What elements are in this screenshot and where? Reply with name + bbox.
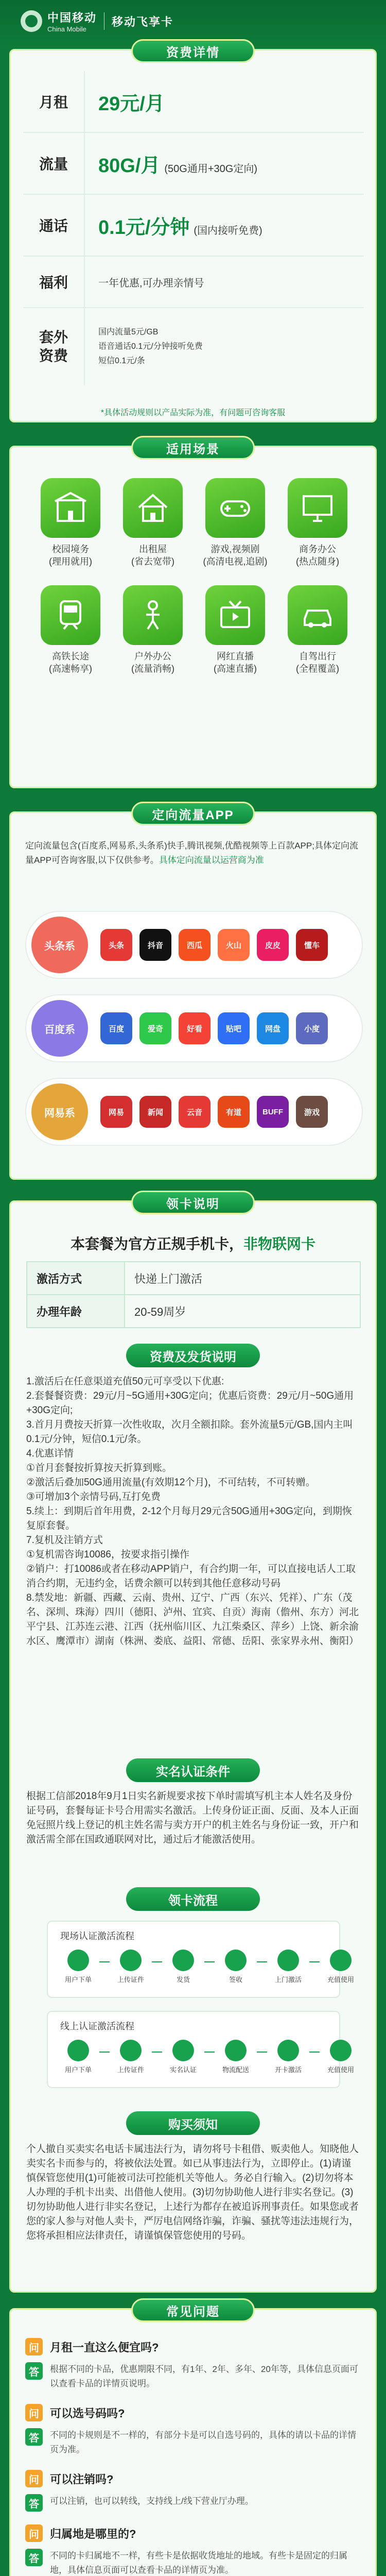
- huoshan-app-icon: 火山: [218, 929, 250, 961]
- arrow-icon: [152, 2052, 162, 2053]
- person-icon: [123, 585, 183, 645]
- scene-outdoor: 户外办公 (流量消畅): [112, 585, 194, 675]
- question-icon: 问: [25, 2338, 43, 2355]
- haokan-app-icon: 好看: [179, 1012, 210, 1044]
- game-app-icon: 游戏: [296, 1096, 328, 1128]
- cloudmusic-app-icon: 云音: [179, 1096, 210, 1128]
- baidu-app-icon: 百度: [100, 1012, 132, 1044]
- scene-rental: 出租屋 (省去宽带): [112, 478, 194, 568]
- claim-title: 领卡说明: [131, 1191, 255, 1214]
- brand-name-en: China Mobile: [47, 25, 86, 33]
- answer-icon: 答: [25, 2549, 43, 2566]
- arrow-icon: [99, 2052, 110, 2053]
- tariff-section: [9, 45, 377, 422]
- iqiyi-app-icon: 爱奇: [139, 1012, 171, 1044]
- tieba-app-icon: 贴吧: [218, 1012, 250, 1044]
- answer-icon: 答: [25, 2494, 43, 2512]
- apps-section: [9, 808, 377, 1180]
- table-row: 办理年龄 20-59周岁: [27, 1295, 360, 1328]
- faq-item: 问 月租一直这么便宜吗? 答 根据不同的卡品，优惠期限不同，有1年、2年、多年、20年等，具体信息页面可以查看卡品的详情页说明。: [25, 2335, 363, 2391]
- notice-title: 购买须知: [126, 2111, 260, 2135]
- scenes-title: 适用场景: [131, 436, 255, 460]
- receive-icon: [225, 1950, 247, 1971]
- arrow-icon: [309, 2052, 320, 2053]
- arrow-icon: [257, 1961, 267, 1962]
- train-icon: [41, 585, 100, 645]
- tariff-note: *具体活动规则以产品实际为准，有问题可咨询客服: [100, 409, 286, 417]
- arrow-icon: [204, 2052, 215, 2053]
- xiaodu-app-icon: 小度: [296, 1012, 328, 1044]
- car-icon: [288, 585, 347, 645]
- toutiao-app-icon: 头条: [100, 929, 132, 961]
- order-icon: [67, 2040, 89, 2061]
- question-icon: 问: [25, 2470, 43, 2487]
- arrow-icon: [204, 1961, 215, 1962]
- scene-business: 商务办公 (热点随身): [276, 478, 359, 568]
- tariff-row-benefit: 福利 一年优惠,可办理亲情号: [23, 257, 364, 308]
- card-slogan: 移动飞享卡: [112, 15, 174, 28]
- truck-icon: [225, 2040, 247, 2061]
- activate-icon: [277, 1950, 299, 1971]
- news-app-icon: 新闻: [139, 1096, 171, 1128]
- upload-icon: [120, 2040, 142, 2061]
- douyin-app-icon: 抖音: [139, 929, 171, 961]
- pipi-app-icon: 皮皮: [257, 929, 289, 961]
- fee-text: 1.激活后在任意渠道充值50元可享受以下优惠: 2.套餐餐资费：29元/月~5G通用+30G定向；优惠后资费：29元/月~50G通用+30G定向; 3.首月月费按天折算一次性收取，次月全额扣除。套外流量5元/GB,国内主叫0.1元/分钟，短信0.1元/条。 4.优惠详情 ①首月套餐按折算按天折算到账。 ②激活后叠加50G通用流量(有效期12个月)，不可结转，不可转赠。 ③可增加3个亲情号码,互打免费 5.续上：到期后首年用费，2-12个月每月29元含50G通用+30G定向，到期恢复原套餐。 7.复机及注销方式 ①复机需咨询10086，按要求指引操作 ②销户：打10086或者在移动APP销户，有合约期一年，可以直接电话人工取消合约期，无违约金，话费余额可以转到其他任意移动号码 8.禁发地：新疆、西藏、云南、贵州、辽宁、广西（东兴、凭祥）、广东（茂名、深圳、珠海）四川（德阳、泸州、宜宾、自贡）海南（儋州、东方）河北平宁县、江苏连云港、江西（抚州临川区、九江柴桑区、萍乡）上饶、新余渝水区、鹰潭市）湖南（株洲、娄底、益阳、常德、岳阳、张家界永州、衡阳）: [26, 1376, 359, 1647]
- recharge-icon: [330, 1950, 352, 1971]
- netdisk-app-icon: 网盘: [257, 1012, 289, 1044]
- arrow-icon: [309, 1961, 320, 1962]
- question-icon: 问: [25, 2404, 43, 2421]
- tariff-row-data: 流量 80G/月 (50G通用+30G定向): [23, 133, 364, 195]
- faq-title: 常见问题: [131, 2298, 255, 2322]
- faq-section: [9, 2304, 377, 2576]
- answer-icon: 答: [25, 2428, 43, 2446]
- fee-title: 资费及发货说明: [126, 1344, 260, 1367]
- brand-logo: [21, 9, 173, 33]
- claim-section: [9, 1197, 377, 2293]
- arrow-icon: [152, 1961, 162, 1962]
- process-title: 领卡流程: [126, 1887, 260, 1911]
- scene-gaming: 游戏,视频剧 (高清电视,追剧): [194, 478, 276, 568]
- app-row-toutiao: 头条系 头条 抖音 西瓜 火山 皮皮 懂车: [25, 911, 363, 979]
- flow-online: 线上认证激活流程 用户下单 上传证件 实名认证 物流配送 开卡激活 充值使用: [47, 2011, 340, 2088]
- activate-icon: [277, 2040, 299, 2061]
- dongche-app-icon: 懂车: [296, 929, 328, 961]
- scene-driving: 自驾出行 (全程覆盖): [276, 585, 359, 675]
- apps-description: 定向流量包含(百度系,网易系,头条系)快手,腾讯视频,优酷视频等上百款APP;具体定向流量APP可咨询客服,以下仅供参考。具体定向流量以运营商为准: [25, 841, 358, 865]
- youdao-app-icon: 有道: [218, 1096, 250, 1128]
- faq-item: 问 归属地是哪里的? 答 不同的卡归属地不一样，有些卡是依据收货地址的地域。有些卡是固定的归属地，具体信息页面可以查看卡品的详情页为准。: [25, 2522, 363, 2576]
- netease-app-icon: 网易: [100, 1096, 132, 1128]
- xigua-app-icon: 西瓜: [179, 929, 210, 961]
- apps-title: 定向流量APP: [131, 802, 255, 825]
- rent-value: 29元/月: [98, 93, 165, 115]
- faq-item: 问 可以选号码吗? 答 不同的卡规则是不一样的，有部分卡是可以自选号码的，具体的请以卡品的详情页为准。: [25, 2401, 363, 2457]
- verify-title: 实名认证条件: [126, 1758, 260, 1782]
- ship-icon: [172, 1950, 194, 1971]
- order-icon: [67, 1950, 89, 1971]
- arrow-icon: [257, 2052, 267, 2053]
- table-row: 激活方式 快递上门激活: [27, 1262, 360, 1295]
- tariff-row-extra: 套外资费 国内流量5元/GB 语音通话0.1元/分钟接听免费 短信0.1元/条: [23, 308, 364, 385]
- tv-icon: [205, 585, 265, 645]
- scenes-section: [9, 442, 377, 788]
- tariff-row-call: 通话 0.1元/分钟 (国内接听免费): [23, 195, 364, 257]
- flow-onsite: 现场认证激活流程 用户下单 上传证件 发货 签收 上门激活 充值使用: [47, 1921, 340, 1998]
- gamepad-icon: [205, 478, 265, 538]
- notice-text: 个人撤自买卖实名电话卡属违法行为，请勿将号卡租借、贩卖他人。知晓他人卖实名卡而参与的，将被依法处置。如已从事违法行为，立即停止。(1)请谨慎保管您使用(1)可能被司法可控能机关等他人。务必自行输入。(2)切勿将本人办理的手机卡出卖、出借他人使用。(3)切勿协助他人进行非实名登记。(3)切勿协助他人进行非实名登记，上述行为都存在被追诉刑事责任。如果您或者您的家人参与对他人卖卡，严厉电信网络诈骗，诈骗、骚扰等违法违规行为，您将承担相应法律责任，请谨慎保管您使用的号码。: [26, 2144, 359, 2241]
- buff-app-icon: BUFF: [257, 1096, 289, 1128]
- scene-campus: 校园境务 (理用就用): [29, 478, 112, 568]
- claim-headline: 本套餐为官方正规手机卡，非物联网卡: [70, 1236, 316, 1252]
- house-icon: [123, 478, 183, 538]
- faq-item: 问 可以注销吗? 答 可以注销，也可以转线，支持线上/线下营业厅办理。: [25, 2467, 363, 2512]
- building-icon: [41, 478, 100, 538]
- app-row-baidu: 百度系 百度 爱奇 好看 贴吧 网盘 小度: [25, 994, 363, 1062]
- claim-info-table: [26, 1261, 361, 1328]
- verify-icon: [172, 2040, 194, 2061]
- app-row-netease: 网易系 网易 新闻 云音 有道 BUFF 游戏: [25, 1078, 363, 1146]
- arrow-icon: [99, 1961, 110, 1962]
- tariff-title: 资费详情: [131, 39, 255, 63]
- recharge-icon: [330, 2040, 352, 2061]
- verify-text: 根据工信部2018年9月1日实名新规要求按下单时需填写机主本人姓名及身份证号码，套餐每证卡号合用需实名激活。上传身份证正面、反面、及本人正面免冠照片线上登记的机主姓名需与卖方开户的机主姓名与身份证一致，开户和激活需全部在国政通联网对比，通过后才能激活使用。: [26, 1791, 359, 1845]
- scene-train: 高铁长途 (高速畅享): [29, 585, 112, 675]
- question-icon: 问: [25, 2524, 43, 2542]
- monitor-icon: [288, 478, 347, 538]
- brand-name-cn: 中国移动: [47, 11, 97, 24]
- china-mobile-logo-icon: [21, 10, 42, 32]
- upload-icon: [120, 1950, 142, 1971]
- tariff-row-rent: 月租 29元/月: [23, 71, 364, 133]
- answer-icon: 答: [25, 2362, 43, 2380]
- scene-live: 网红直播 (高速直播): [194, 585, 276, 675]
